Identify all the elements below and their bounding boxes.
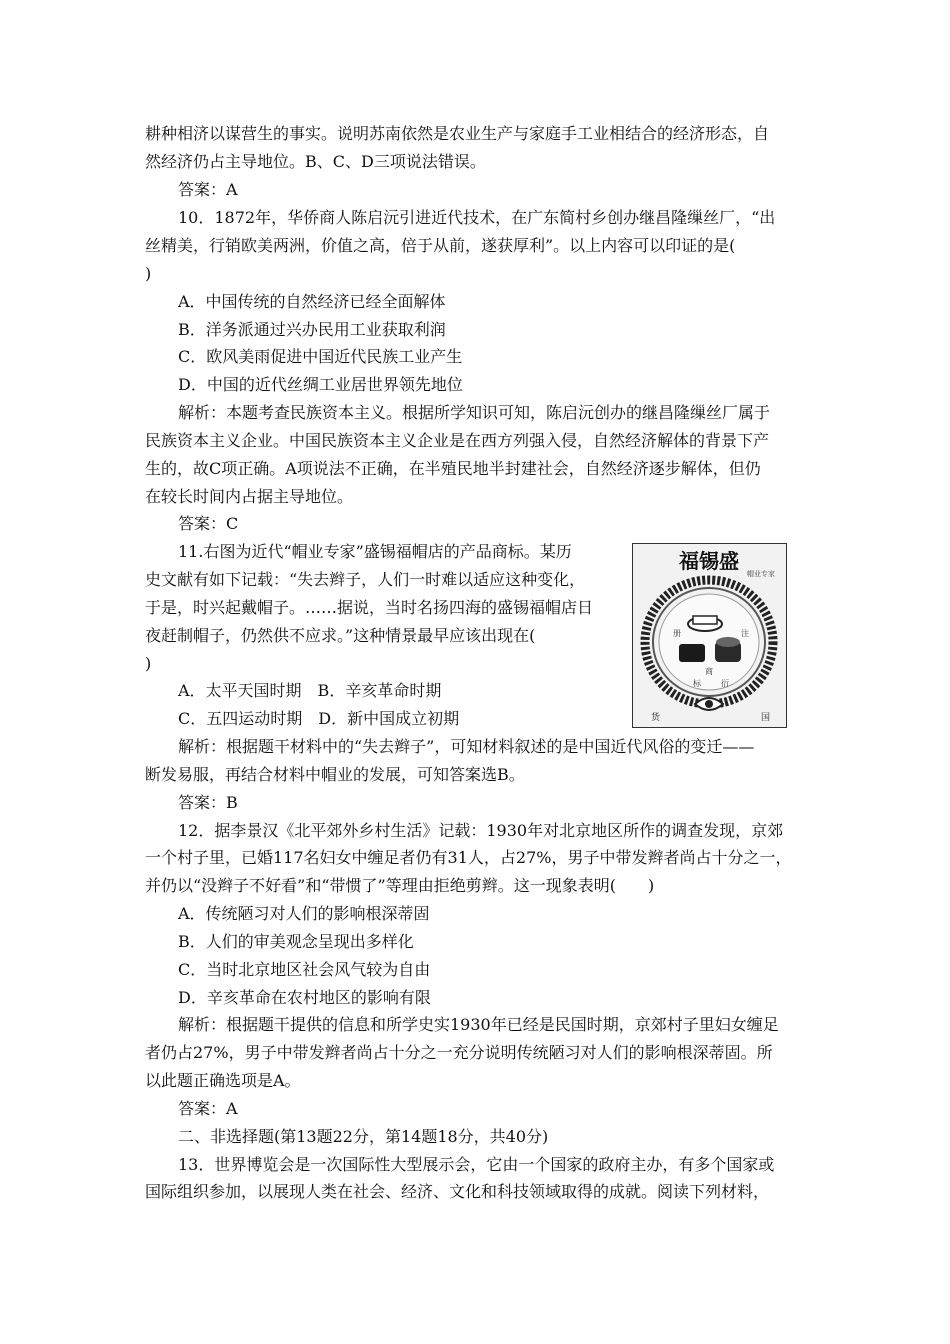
- question-line: 10．1872年，华侨商人陈启沅引进近代技术，在广东简村乡创办继昌隆缫丝厂，“出: [178, 208, 776, 227]
- option-line: C．五四运动时期 D．新中国成立初期: [178, 709, 460, 728]
- text-line: 夜赶制帽子，仍然供不应求。”这种情景最早应该出现在(: [145, 626, 536, 645]
- text-line: ): [145, 264, 152, 283]
- text-line: 耕种相济以谋营生的事实。说明苏南依然是农业生产与家庭手工业相结合的经济形态，自: [145, 124, 770, 143]
- question-line: 12．据李景汉《北平郊外乡村生活》记载：1930年对北京地区所作的调查发现，京郊: [178, 821, 784, 840]
- text-line: ): [145, 654, 152, 673]
- option-line: D．辛亥革命在农村地区的影响有限: [178, 988, 431, 1007]
- text-line: 丝精美，行销欧美两洲，价值之高，倍于从前，遂获厚利”。以上内容可以印证的是(: [145, 236, 736, 255]
- analysis-line: 解析：本题考查民族资本主义。根据所学知识可知，陈启沅创办的继昌隆缫丝厂属于: [178, 403, 771, 422]
- text-line: 于是，时兴起戴帽子。……据说，当时名扬四海的盛锡福帽店日: [145, 598, 594, 617]
- trademark-side-text: 帽业专家: [747, 570, 775, 578]
- analysis-line: 解析：根据题干提供的信息和所学史实1930年已经是民国时期，京郊村子里妇女缠足: [178, 1015, 779, 1034]
- text-line: 一个村子里，已婚117名妇女中缠足者仍有31人，占27%，男子中带发辫者尚占十分之一，: [145, 848, 792, 867]
- question-line: 11.右图为近代“帽业专家”盛锡福帽店的产品商标。某历: [178, 542, 572, 561]
- text-line: 史文献有如下记载：“失去辫子，人们一时难以适应这种变化，: [145, 570, 586, 589]
- text-line: 民族资本主义企业。中国民族资本主义企业是在西方列强入侵，自然经济解体的背景下产: [145, 431, 770, 450]
- text-line: 生的，故C项正确。A项说法不正确，在半殖民地半封建社会，自然经济逐步解体，但仍: [145, 459, 761, 478]
- text-line: 者仍占27%，男子中带发辫者尚占十分之一充分说明传统陋习对人们的影响根深蒂固。所: [145, 1043, 773, 1062]
- answer-line: 答案：C: [178, 514, 239, 533]
- text-line: 在较长时间内占据主导地位。: [145, 487, 354, 506]
- option-line: A．中国传统的自然经济已经全面解体: [178, 292, 446, 311]
- text-line: 并仍以“没辫子不好看”和“带惯了”等理由拒绝剪辫。这一现象表明( ): [145, 876, 655, 895]
- trademark-label: 衍: [721, 679, 729, 688]
- text-line: 断发易服，再结合材料中帽业的发展，可知答案选B。: [145, 765, 525, 784]
- trademark-label: 国: [761, 713, 771, 723]
- option-line: A．传统陋习对人们的影响根深蒂固: [178, 904, 430, 923]
- option-line: B．人们的审美观念呈现出多样化: [178, 932, 414, 951]
- text-line: 然经济仍占主导地位。B、C、D三项说法错误。: [145, 152, 486, 171]
- trademark-label: 注: [741, 629, 749, 638]
- option-line: B．洋务派通过兴办民用工业获取利润: [178, 320, 446, 339]
- option-line: C．欧风美雨促进中国近代民族工业产生: [178, 347, 463, 366]
- section-heading: 二、非选择题(第13题22分，第14题18分，共40分): [178, 1127, 549, 1146]
- trademark-illustration: [633, 544, 786, 727]
- answer-line: 答案：B: [178, 793, 238, 812]
- text-line: 国际组织参加，以展现人类在社会、经济、文化和科技领域取得的成就。阅读下列材料，: [145, 1182, 770, 1201]
- trademark-label: 标: [693, 679, 701, 688]
- trademark-image: [632, 543, 787, 728]
- trademark-label: 货: [651, 713, 661, 723]
- answer-line: 答案：A: [178, 1099, 238, 1118]
- analysis-line: 解析：根据题干材料中的“失去辫子”，可知材料叙述的是中国近代风俗的变迁——: [178, 737, 755, 756]
- trademark-label: 商: [705, 667, 713, 676]
- text-line: 以此题正确选项是A。: [145, 1071, 301, 1090]
- trademark-label: 册: [673, 629, 681, 638]
- question-line: 13．世界博览会是一次国际性大型展示会，它由一个国家的政府主办，有多个国家或: [178, 1155, 775, 1174]
- answer-line: 答案：A: [178, 180, 238, 199]
- trademark-title: 福锡盛: [679, 549, 739, 573]
- option-line: D．中国的近代丝绸工业居世界领先地位: [178, 375, 463, 394]
- option-line: C．当时北京地区社会风气较为自由: [178, 960, 431, 979]
- option-line: A．太平天国时期 B．辛亥革命时期: [178, 681, 442, 700]
